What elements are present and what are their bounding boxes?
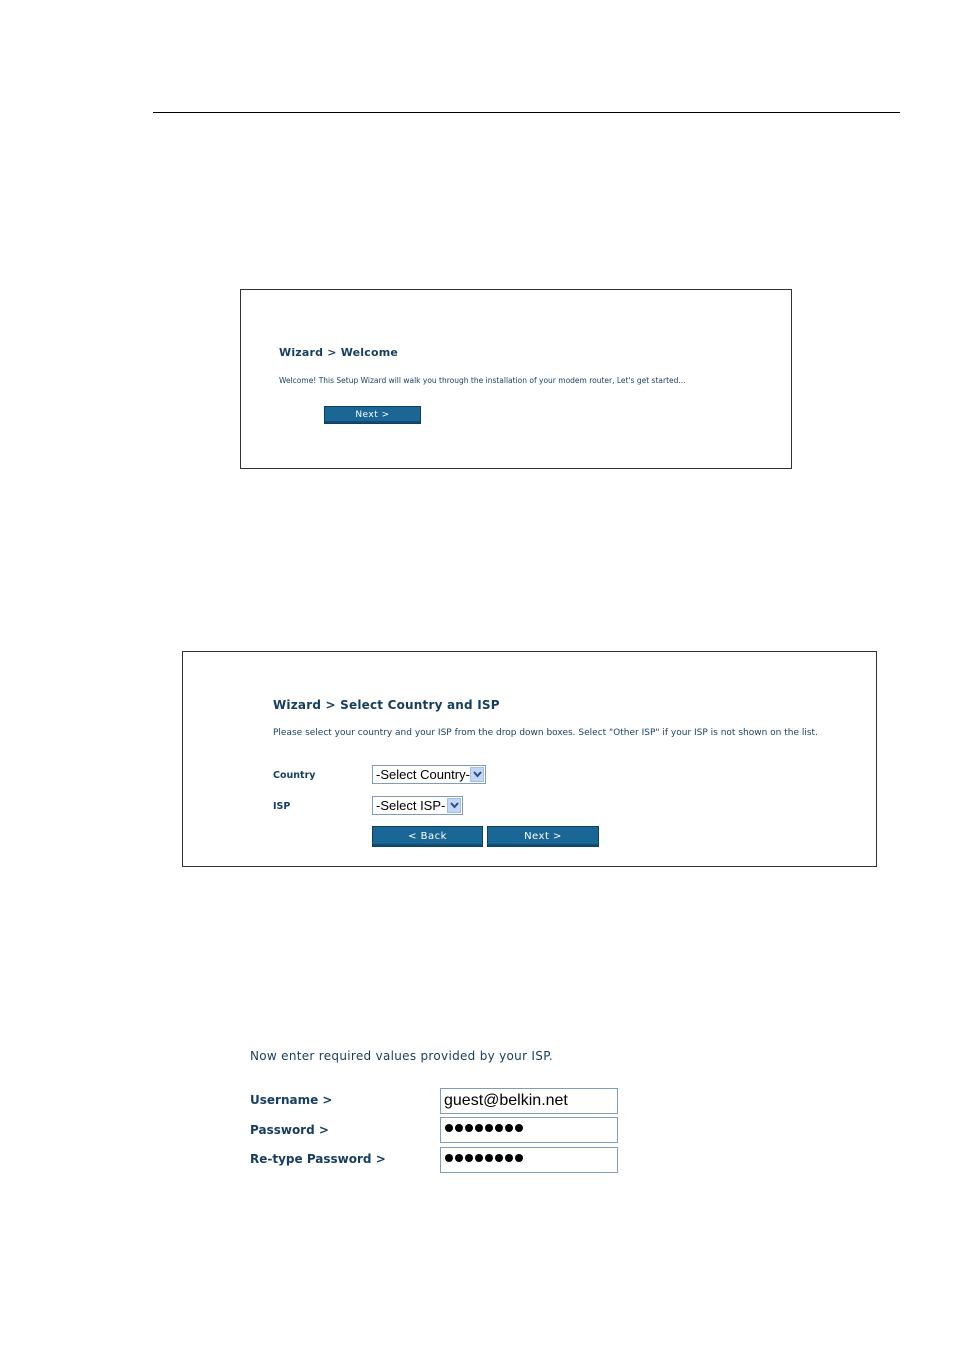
retype-password-input[interactable] — [440, 1147, 618, 1173]
country-select[interactable] — [372, 765, 486, 784]
chevron-down-icon[interactable] — [447, 798, 461, 813]
password-input[interactable] — [440, 1117, 618, 1143]
username-label: Username > — [250, 1093, 333, 1107]
password-label: Password > — [250, 1123, 329, 1137]
page-title: Wizard > Welcome — [279, 346, 399, 359]
page-title: Wizard > Select Country and ISP — [273, 698, 500, 712]
username-input[interactable] — [440, 1088, 618, 1114]
next-button[interactable]: Next > — [487, 826, 599, 847]
wizard-welcome-panel — [240, 289, 792, 469]
username-value: guest@belkin.net — [444, 1092, 568, 1109]
isp-label: ISP — [273, 801, 291, 812]
isp-select[interactable] — [372, 796, 463, 815]
password-mask — [445, 1124, 523, 1132]
country-label: Country — [273, 770, 316, 781]
chevron-down-icon[interactable] — [470, 767, 484, 782]
welcome-message: Welcome! This Setup Wizard will walk you through the installation of your modem router, Let's get started... — [279, 376, 686, 385]
password-mask — [445, 1154, 523, 1162]
country-select-value: -Select Country- — [376, 767, 470, 782]
retype-password-label: Re-type Password > — [250, 1152, 386, 1166]
next-button[interactable]: Next > — [324, 406, 421, 424]
credentials-intro: Now enter required values provided by your ISP. — [250, 1049, 553, 1063]
header-rule — [153, 112, 900, 113]
wizard-country-isp-panel — [182, 651, 877, 867]
instructions-text: Please select your country and your ISP from the drop down boxes. Select "Other ISP" if your ISP is not shown on the list. — [273, 728, 818, 738]
back-button[interactable]: < Back — [372, 826, 483, 847]
isp-select-value: -Select ISP- — [376, 798, 446, 813]
